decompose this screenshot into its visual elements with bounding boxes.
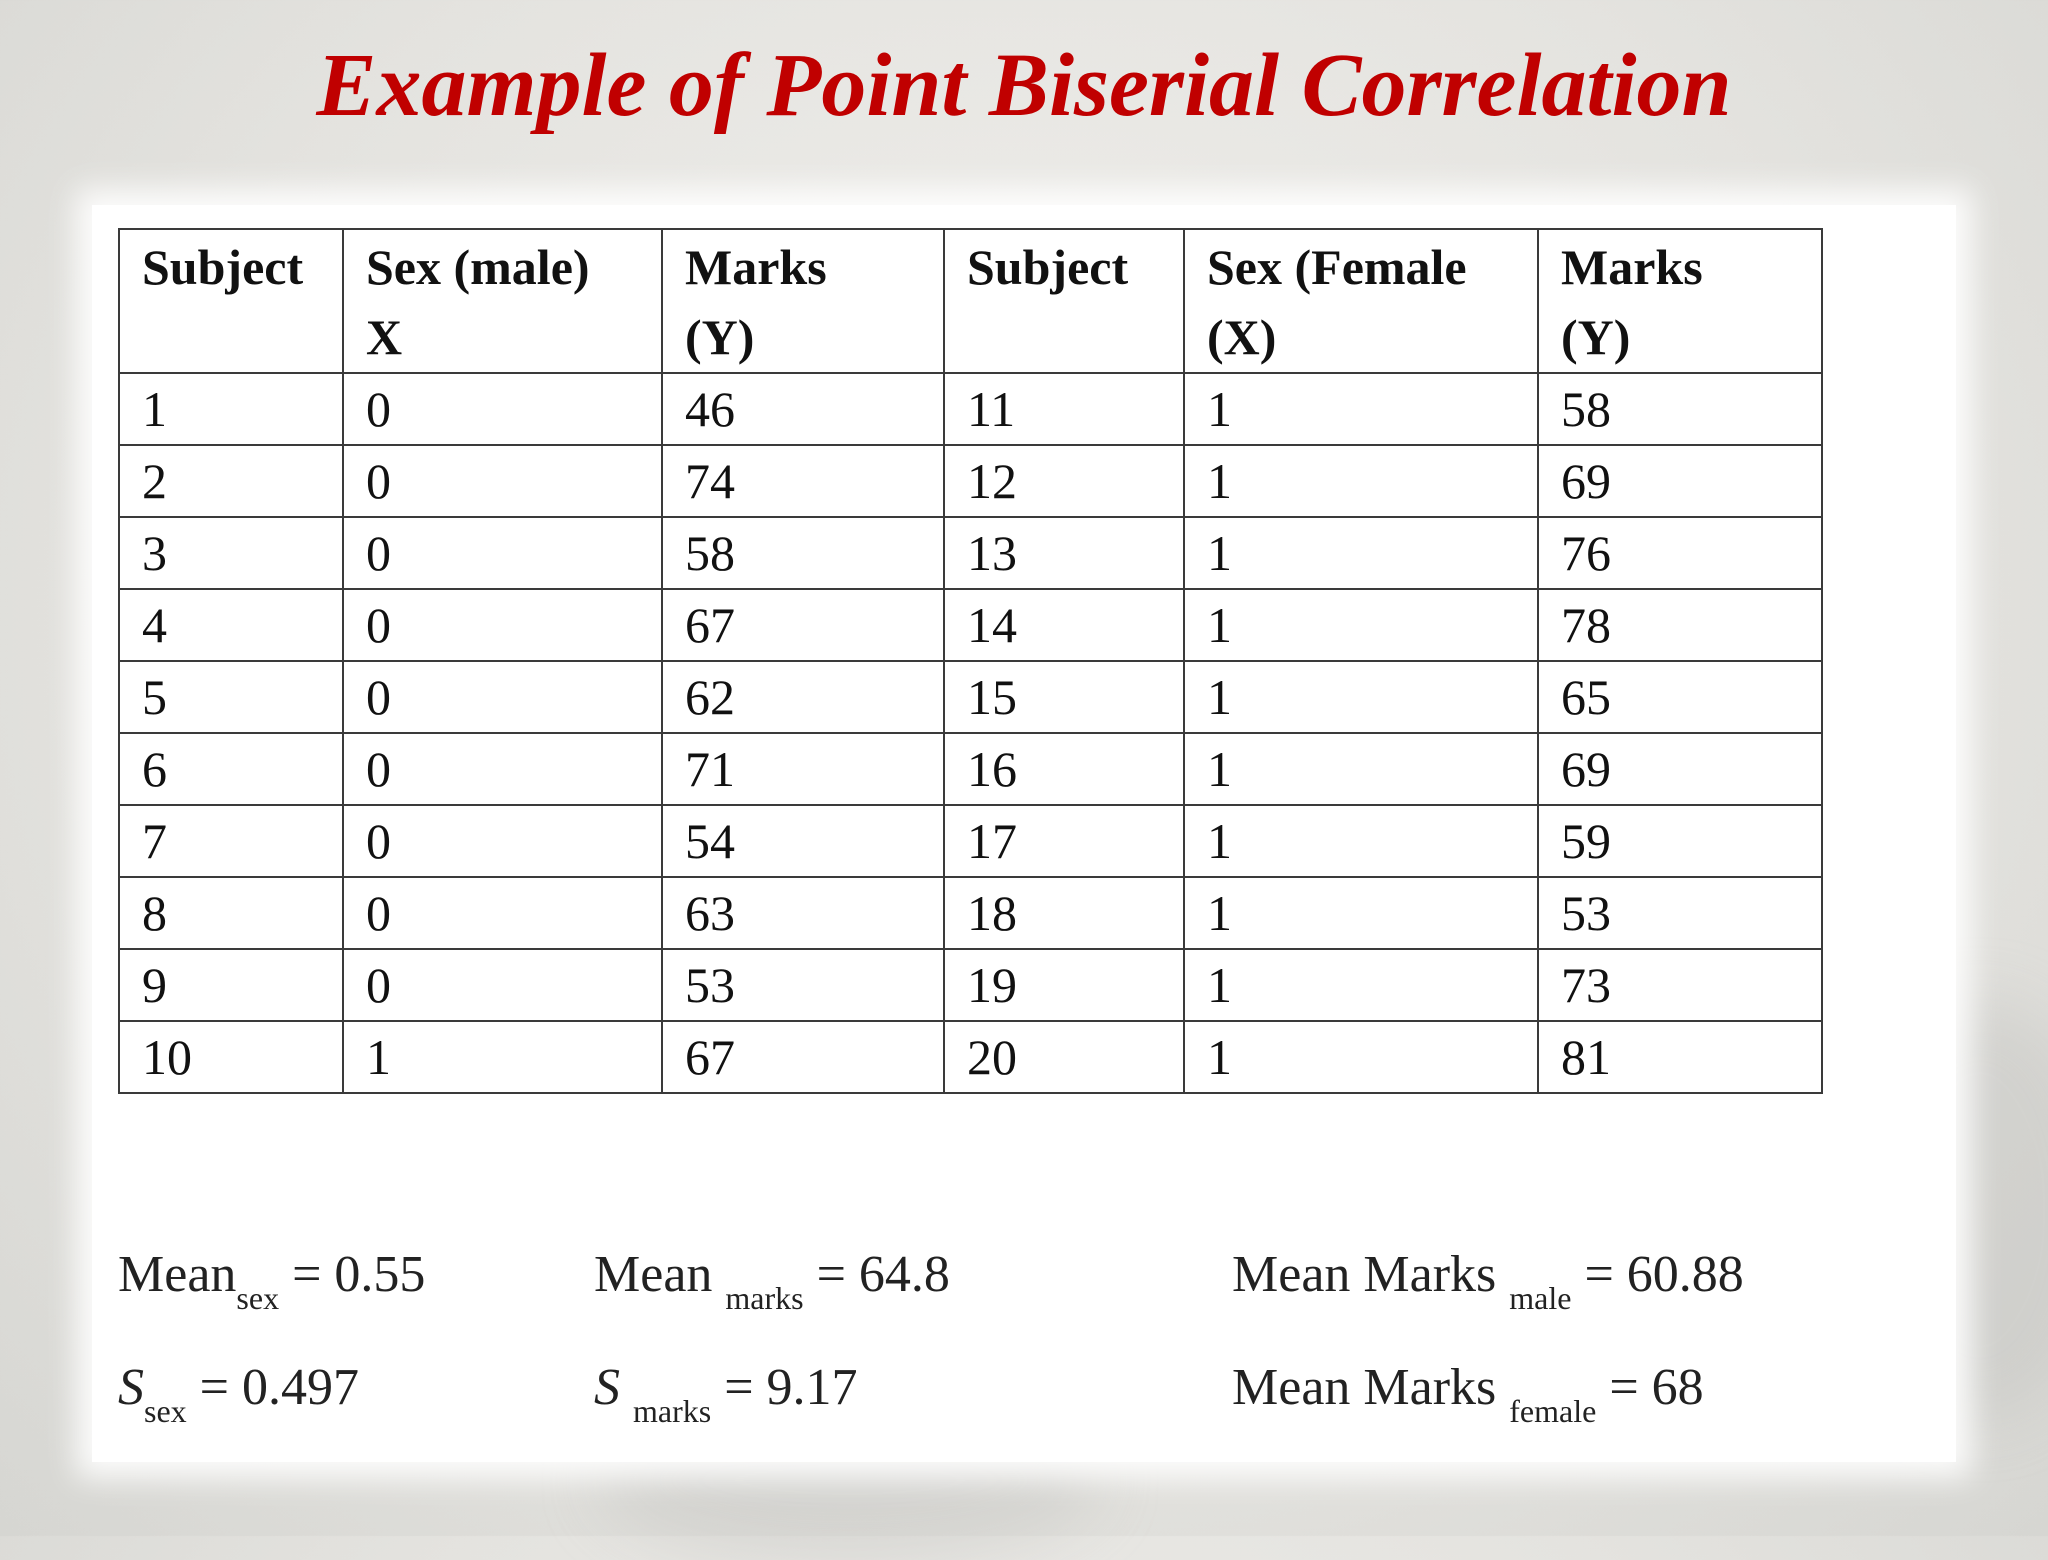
cell-marks-male: 74	[662, 445, 944, 517]
header-line: X	[366, 309, 403, 365]
cell-sex-male: 0	[343, 733, 662, 805]
stat-s-sex: $S_{sex} = 0.497$	[118, 1359, 359, 1429]
cell-subject-female: 15	[944, 661, 1184, 733]
table-row	[119, 733, 1822, 805]
cell-marks-male: 54	[662, 805, 944, 877]
header-line: Subject	[967, 239, 1129, 295]
header-line: Subject	[142, 239, 304, 295]
cell-sex-female: 1	[1184, 517, 1538, 589]
cell-sex-female: 1	[1184, 877, 1538, 949]
header-line: Marks	[685, 239, 827, 295]
cell-marks-male: 62	[662, 661, 944, 733]
cell-subject-male: 1	[119, 373, 343, 445]
cell-subject-female: 17	[944, 805, 1184, 877]
cell-subject-female: 12	[944, 445, 1184, 517]
header-subject-female	[944, 229, 1184, 373]
header-line: Sex (Female	[1207, 239, 1467, 295]
table-row	[119, 877, 1822, 949]
cell-marks-female: 76	[1538, 517, 1822, 589]
cell-marks-female: 78	[1538, 589, 1822, 661]
cell-subject-female: 13	[944, 517, 1184, 589]
cell-sex-female: 1	[1184, 373, 1538, 445]
cell-marks-male: 71	[662, 733, 944, 805]
slide-title: Example of Point Biserial Correlation	[316, 36, 1732, 135]
cell-sex-male: 0	[343, 445, 662, 517]
cell-subject-female: 18	[944, 877, 1184, 949]
table-row	[119, 661, 1822, 733]
cell-marks-male: 58	[662, 517, 944, 589]
cell-sex-female: 1	[1184, 445, 1538, 517]
cell-marks-female: 73	[1538, 949, 1822, 1021]
cell-sex-female: 1	[1184, 589, 1538, 661]
table-row	[119, 589, 1822, 661]
table-row	[119, 373, 1822, 445]
cell-marks-female: 69	[1538, 733, 1822, 805]
table-header-row	[119, 229, 1822, 373]
header-sex-male	[343, 229, 662, 373]
cell-subject-male: 6	[119, 733, 343, 805]
table-row	[119, 805, 1822, 877]
cell-marks-male: 67	[662, 1021, 944, 1093]
cell-subject-male: 2	[119, 445, 343, 517]
cell-sex-male: 0	[343, 661, 662, 733]
header-subject-male	[119, 229, 343, 373]
cell-subject-female: 14	[944, 589, 1184, 661]
cell-sex-female: 1	[1184, 1021, 1538, 1093]
stat-mean-marks: Mean $_{marks}$ = 64.8	[594, 1246, 950, 1316]
cell-sex-female: 1	[1184, 805, 1538, 877]
cell-subject-male: 9	[119, 949, 343, 1021]
header-line: (X)	[1207, 309, 1277, 365]
cell-marks-male: 63	[662, 877, 944, 949]
table-row	[119, 517, 1822, 589]
cell-marks-female: 53	[1538, 877, 1822, 949]
table-row	[119, 445, 1822, 517]
stat-mean-marks-female: Mean Marks $_{female}$ = 68	[1232, 1359, 1704, 1429]
header-line: (Y)	[1561, 309, 1631, 365]
cell-marks-female: 81	[1538, 1021, 1822, 1093]
cell-marks-male: 67	[662, 589, 944, 661]
stat-mean-sex: Mean$_{sex}$ = 0.55	[118, 1246, 426, 1316]
cell-subject-male: 3	[119, 517, 343, 589]
table-body	[119, 373, 1822, 1093]
cell-sex-male: 1	[343, 1021, 662, 1093]
cell-marks-female: 65	[1538, 661, 1822, 733]
cell-sex-female: 1	[1184, 733, 1538, 805]
cell-sex-female: 1	[1184, 949, 1538, 1021]
cell-sex-male: 0	[343, 517, 662, 589]
cell-subject-male: 4	[119, 589, 343, 661]
header-line: Marks	[1561, 239, 1703, 295]
cell-subject-female: 16	[944, 733, 1184, 805]
cell-subject-male: 7	[119, 805, 343, 877]
header-marks-female	[1538, 229, 1822, 373]
cell-subject-female: 20	[944, 1021, 1184, 1093]
header-line: (Y)	[685, 309, 755, 365]
cell-subject-female: 19	[944, 949, 1184, 1021]
cell-marks-female: 59	[1538, 805, 1822, 877]
cell-marks-female: 69	[1538, 445, 1822, 517]
header-sex-female	[1184, 229, 1538, 373]
header-line: Sex (male)	[366, 239, 590, 295]
cell-marks-male: 53	[662, 949, 944, 1021]
cell-subject-male: 5	[119, 661, 343, 733]
cell-sex-male: 0	[343, 373, 662, 445]
data-table	[118, 228, 1823, 1094]
cell-subject-male: 10	[119, 1021, 343, 1093]
cell-sex-male: 0	[343, 949, 662, 1021]
stat-mean-marks-male: Mean Marks $_{male}$ = 60.88	[1232, 1246, 1744, 1316]
stat-s-marks: S $_{marks}$ = 9.17	[594, 1359, 858, 1429]
cell-sex-male: 0	[343, 589, 662, 661]
cell-subject-male: 8	[119, 877, 343, 949]
cell-marks-female: 58	[1538, 373, 1822, 445]
cell-marks-male: 46	[662, 373, 944, 445]
cell-subject-female: 11	[944, 373, 1184, 445]
cell-sex-male: 0	[343, 877, 662, 949]
cell-sex-female: 1	[1184, 661, 1538, 733]
header-marks-male	[662, 229, 944, 373]
table-row	[119, 949, 1822, 1021]
table-row	[119, 1021, 1822, 1093]
cell-sex-male: 0	[343, 805, 662, 877]
